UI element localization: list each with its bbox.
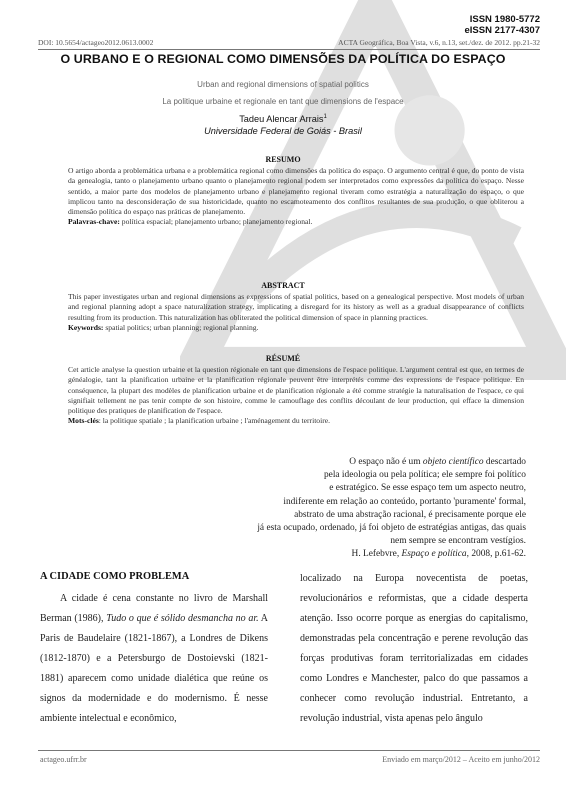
epigraph-source: H. Lefebvre, Espaço e política, 2008, p.61-62. <box>351 549 526 560</box>
body-column-left <box>40 589 268 729</box>
author-name: Tadeu Alencar Arrais <box>239 114 324 125</box>
doi[interactable]: DOI: 10.5654/actageo2012.0613.0002 <box>38 38 154 47</box>
running-header <box>38 38 540 47</box>
keywords-label: Keywords: <box>68 322 104 332</box>
keywords-text: política espacial; planejamento urbano; planejamento regional. <box>121 217 313 227</box>
footer-dates: Enviado em março/2012 – Aceito em junho/2012 <box>382 755 540 764</box>
keywords-label: Palavras-chave: <box>68 217 120 227</box>
header-rule <box>38 49 540 50</box>
paragraph: A cidade é cena constante no livro de Marshall Berman (1986), Tudo o que é sólido desmancha no ar. A Paris de Baudelaire (1821-1867), a Londres de Dikens (1812-1870) e a Petersburgo de Dostoievski (1821-1881) aparecem como unidade dialética que reúne os signos da modernidade e do modernismo. É nesse ambiente intelectual e econômico, <box>40 593 268 724</box>
epigraph-line: já esta ocupado, ordenado, já foi objeto de estratégias antigas, das quais <box>257 523 526 534</box>
resume-text: Cet article analyse la question urbaine et la question régionale en tant que dimensions de l'espace politique. L'argument central est que, en termes de généalogie, tant la planification urbaine et la planification régionale peuvent être interprétés comme des expressions de l'espace politique. En conséquence, la plupart des modèles de planification urbaine et de planification régionale a été comme stratégie la naturalisation de l'espace, ce qui signifiait tellement ne pas tenir compte de son histoire, comme le camouflage des conflits découlant de leur production, qui efface la dimension politique des pratiques de planification de l'espace. <box>68 365 524 416</box>
resumo-text: O artigo aborda a problemática urbana e a problemática regional como dimensões da política do espaço. O argumento central é que, do ponto de vista da genealogia, tanto o planejamento urbano quanto o planejamento regional podem ser interpretados como expressões da política do espaço. Nesse sentido, a maior parte dos modelos de planejamento urbano e planejamento regional tiveram como estratégia a naturalização do espaço, o que implicou tanto na desconsideração de sua historicidade, quanto no escamoteamento dos conflitos resultantes de sua produção, o que obliterou a dimensão política do espaço nas práticas de planejamento. <box>68 166 524 217</box>
subtitle-french: La politique urbaine et regionale en tant que dimensions de l'espace <box>162 97 404 106</box>
subtitle-english: Urban and regional dimensions of spatial politics <box>197 80 369 89</box>
resume-keywords <box>68 416 330 425</box>
resumo-keywords <box>68 217 312 226</box>
epigraph-line: e estratégico. Se esse espaço tem um aspecto neutro, <box>329 483 526 494</box>
resume-heading: RÉSUMÉ <box>265 354 301 363</box>
footer-site[interactable]: actageo.ufrr.br <box>40 755 87 764</box>
resumo-heading: RESUMO <box>265 155 301 164</box>
epigraph-line: pela ideologia ou pela política; ele sempre foi político <box>323 470 526 481</box>
epigraph-line: O espaço não é um objeto científico descartado <box>349 457 526 467</box>
abstract-heading: ABSTRACT <box>261 281 305 290</box>
abstract-keywords <box>68 323 258 332</box>
body-column-right <box>300 569 528 729</box>
epigraph-line: nem sempre se encontram vestígios. <box>390 536 526 547</box>
abstract-text: This paper investigates urban and regional dimensions as expressions of spatial politics, based on a genealogical perspective. Most models of urban and regional planning adopt a space naturalization strategy, implicating a disregard for its history as well as a gradual disappearance of conflicts resulting from its production. This naturalization has obliterated the political dimension of space in planning practices. <box>68 292 524 322</box>
epigraph-line: abstrato de uma abstração racional, é precisamente porque ele <box>294 509 526 520</box>
resumo-body <box>68 166 524 228</box>
keywords-label: Mots-clés <box>68 416 99 426</box>
article-title: O URBANO E O REGIONAL COMO DIMENSÕES DA POLÍTICA DO ESPAÇO <box>60 52 506 66</box>
paragraph: localizado na Europa novecentista de poetas, revolucionários e reformistas, que a cidade desperta atenção. Isso ocorre porque as energias do capitalismo, demonstradas pela concentração e perene revolução das forças produtivas foram territorializadas em cidades como Londres e Manchester, palco do que passamos a conhecer como revolução industrial. Entretanto, a revolução industrial, vista apenas pelo ângulo <box>300 573 528 724</box>
footnote-mark[interactable]: 1 <box>323 114 327 120</box>
issn-block <box>464 14 540 36</box>
epigraph <box>106 456 526 562</box>
issn: ISSN 1980-5772 <box>469 14 540 25</box>
author-affiliation: Universidade Federal de Goiás - Brasil <box>204 126 362 136</box>
journal-citation: ACTA Geográfica, Boa Vista, v.6, n.13, set./dez. de 2012. pp.21-32 <box>338 38 540 47</box>
footer-rule <box>38 750 540 751</box>
keywords-text: : la politique spatiale ; la planification urbaine ; l'aménagement du territoire. <box>98 416 331 426</box>
eissn: eISSN 2177-4307 <box>464 25 540 36</box>
keywords-text: spatial politics; urban planning; regional planning. <box>105 322 259 332</box>
resume-body <box>68 365 524 427</box>
epigraph-line: indiferente em relação ao conteúdo, portanto 'puramente' formal, <box>283 496 526 507</box>
author-line <box>0 114 566 124</box>
section-heading: A CIDADE COMO PROBLEMA <box>40 571 190 582</box>
abstract-body <box>68 292 524 333</box>
